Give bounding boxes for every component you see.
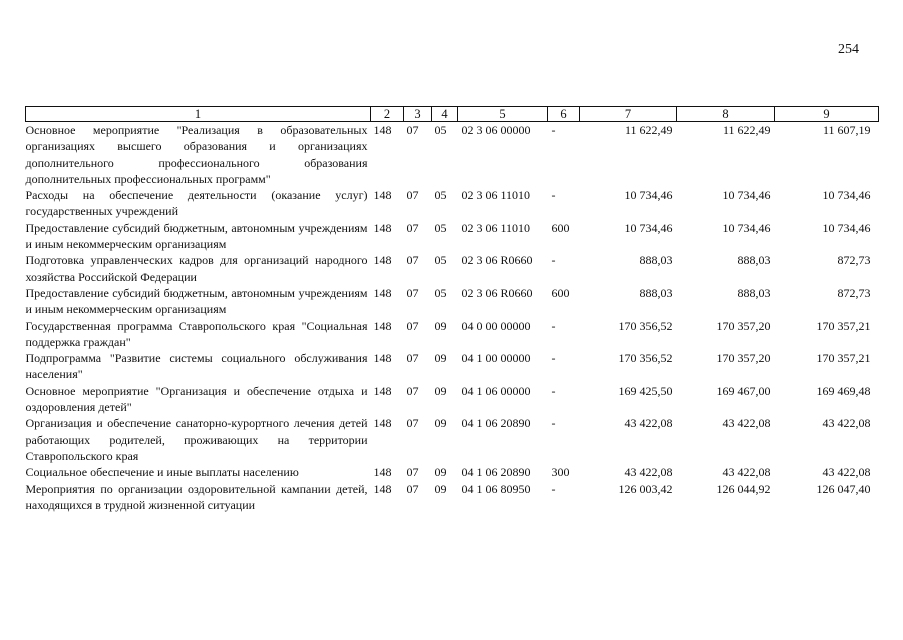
row-grbs-code: 148 xyxy=(373,318,392,333)
row-amount-col7: 126 003,42 xyxy=(618,481,673,496)
row-grbs-code: 148 xyxy=(373,351,392,366)
row-section-code: 07 xyxy=(406,481,419,496)
column-number: 3 xyxy=(404,107,432,122)
column-number: 4 xyxy=(432,107,458,122)
column-number: 8 xyxy=(677,107,775,122)
row-target-article: 04 1 06 20890 xyxy=(461,465,531,480)
row-grbs-code: 148 xyxy=(373,285,392,300)
row-section-code: 07 xyxy=(406,123,419,137)
table-row xyxy=(26,318,879,351)
table-body xyxy=(26,122,879,514)
row-name: Социальное обеспечение и иные выплаты населению xyxy=(25,465,299,480)
row-expense-type: - xyxy=(551,351,556,366)
row-amount-col8: 126 044,92 xyxy=(716,481,771,496)
row-subsection-code: 09 xyxy=(434,351,447,366)
row-amount-col8: 170 357,20 xyxy=(716,318,771,333)
row-amount-col7: 11 622,49 xyxy=(624,123,673,137)
row-target-article: 04 0 00 00000 xyxy=(461,318,531,333)
row-grbs-code: 148 xyxy=(373,220,392,235)
row-section-code: 07 xyxy=(406,465,419,480)
row-expense-type: - xyxy=(551,318,556,333)
row-target-article: 02 3 06 11010 xyxy=(461,220,531,235)
row-subsection-code: 05 xyxy=(434,188,447,203)
table-row xyxy=(26,122,879,188)
row-subsection-code: 05 xyxy=(434,220,447,235)
column-number: 5 xyxy=(458,107,548,122)
row-amount-col9: 10 734,46 xyxy=(822,220,871,235)
row-section-code: 07 xyxy=(406,351,419,366)
row-amount-col9: 10 734,46 xyxy=(822,188,871,203)
table-row xyxy=(26,481,879,514)
table-row xyxy=(26,220,879,253)
budget-table xyxy=(25,106,879,513)
column-number-row xyxy=(26,107,879,122)
row-amount-col8: 169 467,00 xyxy=(716,383,771,398)
row-target-article: 02 3 06 11010 xyxy=(461,188,531,203)
row-amount-col7: 43 422,08 xyxy=(624,416,673,431)
column-number: 7 xyxy=(580,107,677,122)
row-amount-col7: 170 356,52 xyxy=(618,351,673,366)
row-grbs-code: 148 xyxy=(373,383,392,398)
row-amount-col7: 888,03 xyxy=(639,285,673,300)
row-expense-type: - xyxy=(551,481,556,496)
row-amount-col7: 169 425,50 xyxy=(618,383,673,398)
row-expense-type: - xyxy=(551,253,556,268)
row-amount-col7: 43 422,08 xyxy=(624,465,673,480)
column-number: 1 xyxy=(26,107,371,122)
row-subsection-code: 09 xyxy=(434,383,447,398)
table-row xyxy=(26,350,879,383)
row-name: Организация и обеспечение санаторно-курортного лечения детей работающих родителей, проживающих на территории Ставропольского края xyxy=(25,416,368,463)
row-subsection-code: 05 xyxy=(434,253,447,268)
row-amount-col9: 11 607,19 xyxy=(822,123,871,137)
column-number: 2 xyxy=(371,107,404,122)
row-amount-col9: 872,73 xyxy=(837,253,871,268)
row-amount-col9: 43 422,08 xyxy=(822,416,871,431)
row-amount-col8: 43 422,08 xyxy=(722,416,771,431)
row-name: Расходы на обеспечение деятельности (оказание услуг) государственных учреждений xyxy=(25,188,368,219)
row-subsection-code: 09 xyxy=(434,481,447,496)
row-target-article: 04 1 06 00000 xyxy=(461,383,531,398)
row-amount-col8: 11 622,49 xyxy=(722,123,771,137)
row-amount-col9: 126 047,40 xyxy=(816,481,871,496)
row-name: Предоставление субсидий бюджетным, автономным учреждениям и иным некоммерческим организациям xyxy=(25,285,368,317)
row-amount-col9: 169 469,48 xyxy=(816,383,871,398)
row-section-code: 07 xyxy=(406,253,419,268)
row-section-code: 07 xyxy=(406,416,419,431)
row-expense-type: - xyxy=(551,383,556,398)
row-target-article: 04 1 06 80950 xyxy=(461,481,531,496)
row-amount-col7: 888,03 xyxy=(639,253,673,268)
row-amount-col7: 10 734,46 xyxy=(624,220,673,235)
table-row xyxy=(26,252,879,285)
row-expense-type: 600 xyxy=(551,285,570,300)
row-section-code: 07 xyxy=(406,285,419,300)
row-grbs-code: 148 xyxy=(373,253,392,268)
row-expense-type: - xyxy=(551,416,556,431)
row-name: Основное мероприятие "Организация и обеспечение отдыха и оздоровления детей" xyxy=(25,383,368,415)
row-amount-col9: 43 422,08 xyxy=(822,465,871,480)
table-row xyxy=(26,464,879,480)
column-number: 9 xyxy=(775,107,879,122)
table-row xyxy=(26,415,879,464)
row-section-code: 07 xyxy=(406,220,419,235)
row-amount-col8: 888,03 xyxy=(737,285,771,300)
row-target-article: 02 3 06 00000 xyxy=(461,123,531,137)
row-subsection-code: 09 xyxy=(434,416,447,431)
row-target-article: 02 3 06 R0660 xyxy=(461,253,533,268)
row-grbs-code: 148 xyxy=(373,123,392,137)
row-amount-col7: 170 356,52 xyxy=(618,318,673,333)
row-grbs-code: 148 xyxy=(373,416,392,431)
row-amount-col8: 170 357,20 xyxy=(716,351,771,366)
row-amount-col9: 872,73 xyxy=(837,285,871,300)
row-subsection-code: 05 xyxy=(434,123,447,137)
row-section-code: 07 xyxy=(406,383,419,398)
row-subsection-code: 05 xyxy=(434,285,447,300)
row-expense-type: 600 xyxy=(551,220,570,235)
table-row xyxy=(26,285,879,318)
row-name: Основное мероприятие "Реализация в образовательных организациях высшего образования и организациях дополнительного профессионального образования дополнительных профессиональных программ" xyxy=(25,123,368,186)
table-row xyxy=(26,187,879,220)
row-amount-col7: 10 734,46 xyxy=(624,188,673,203)
row-grbs-code: 148 xyxy=(373,188,392,203)
table-row xyxy=(26,383,879,416)
row-subsection-code: 09 xyxy=(434,465,447,480)
row-amount-col8: 888,03 xyxy=(737,253,771,268)
row-subsection-code: 09 xyxy=(434,318,447,333)
row-section-code: 07 xyxy=(406,318,419,333)
row-amount-col8: 10 734,46 xyxy=(722,220,771,235)
page-number: 254 xyxy=(838,42,859,57)
column-number: 6 xyxy=(548,107,580,122)
row-name: Мероприятия по организации оздоровительной кампании детей, находящихся в трудной жизненной ситуации xyxy=(25,481,368,512)
row-grbs-code: 148 xyxy=(373,481,392,496)
row-name: Подготовка управленческих кадров для организаций народного хозяйства Российской Федерации xyxy=(25,253,368,284)
row-name: Подпрограмма "Развитие системы социального обслуживания населения" xyxy=(25,351,368,382)
row-amount-col9: 170 357,21 xyxy=(816,318,871,333)
row-expense-type: - xyxy=(551,188,556,203)
row-amount-col8: 10 734,46 xyxy=(722,188,771,203)
row-name: Предоставление субсидий бюджетным, автономным учреждениям и иным некоммерческим организациям xyxy=(25,220,368,252)
row-amount-col8: 43 422,08 xyxy=(722,465,771,480)
row-name: Государственная программа Ставропольского края "Социальная поддержка граждан" xyxy=(25,318,368,349)
row-expense-type: - xyxy=(551,123,556,137)
row-target-article: 04 1 06 20890 xyxy=(461,416,531,431)
row-grbs-code: 148 xyxy=(373,465,392,480)
row-expense-type: 300 xyxy=(551,465,570,480)
row-target-article: 02 3 06 R0660 xyxy=(461,285,533,300)
row-target-article: 04 1 00 00000 xyxy=(461,351,531,366)
row-amount-col9: 170 357,21 xyxy=(816,351,871,366)
row-section-code: 07 xyxy=(406,188,419,203)
